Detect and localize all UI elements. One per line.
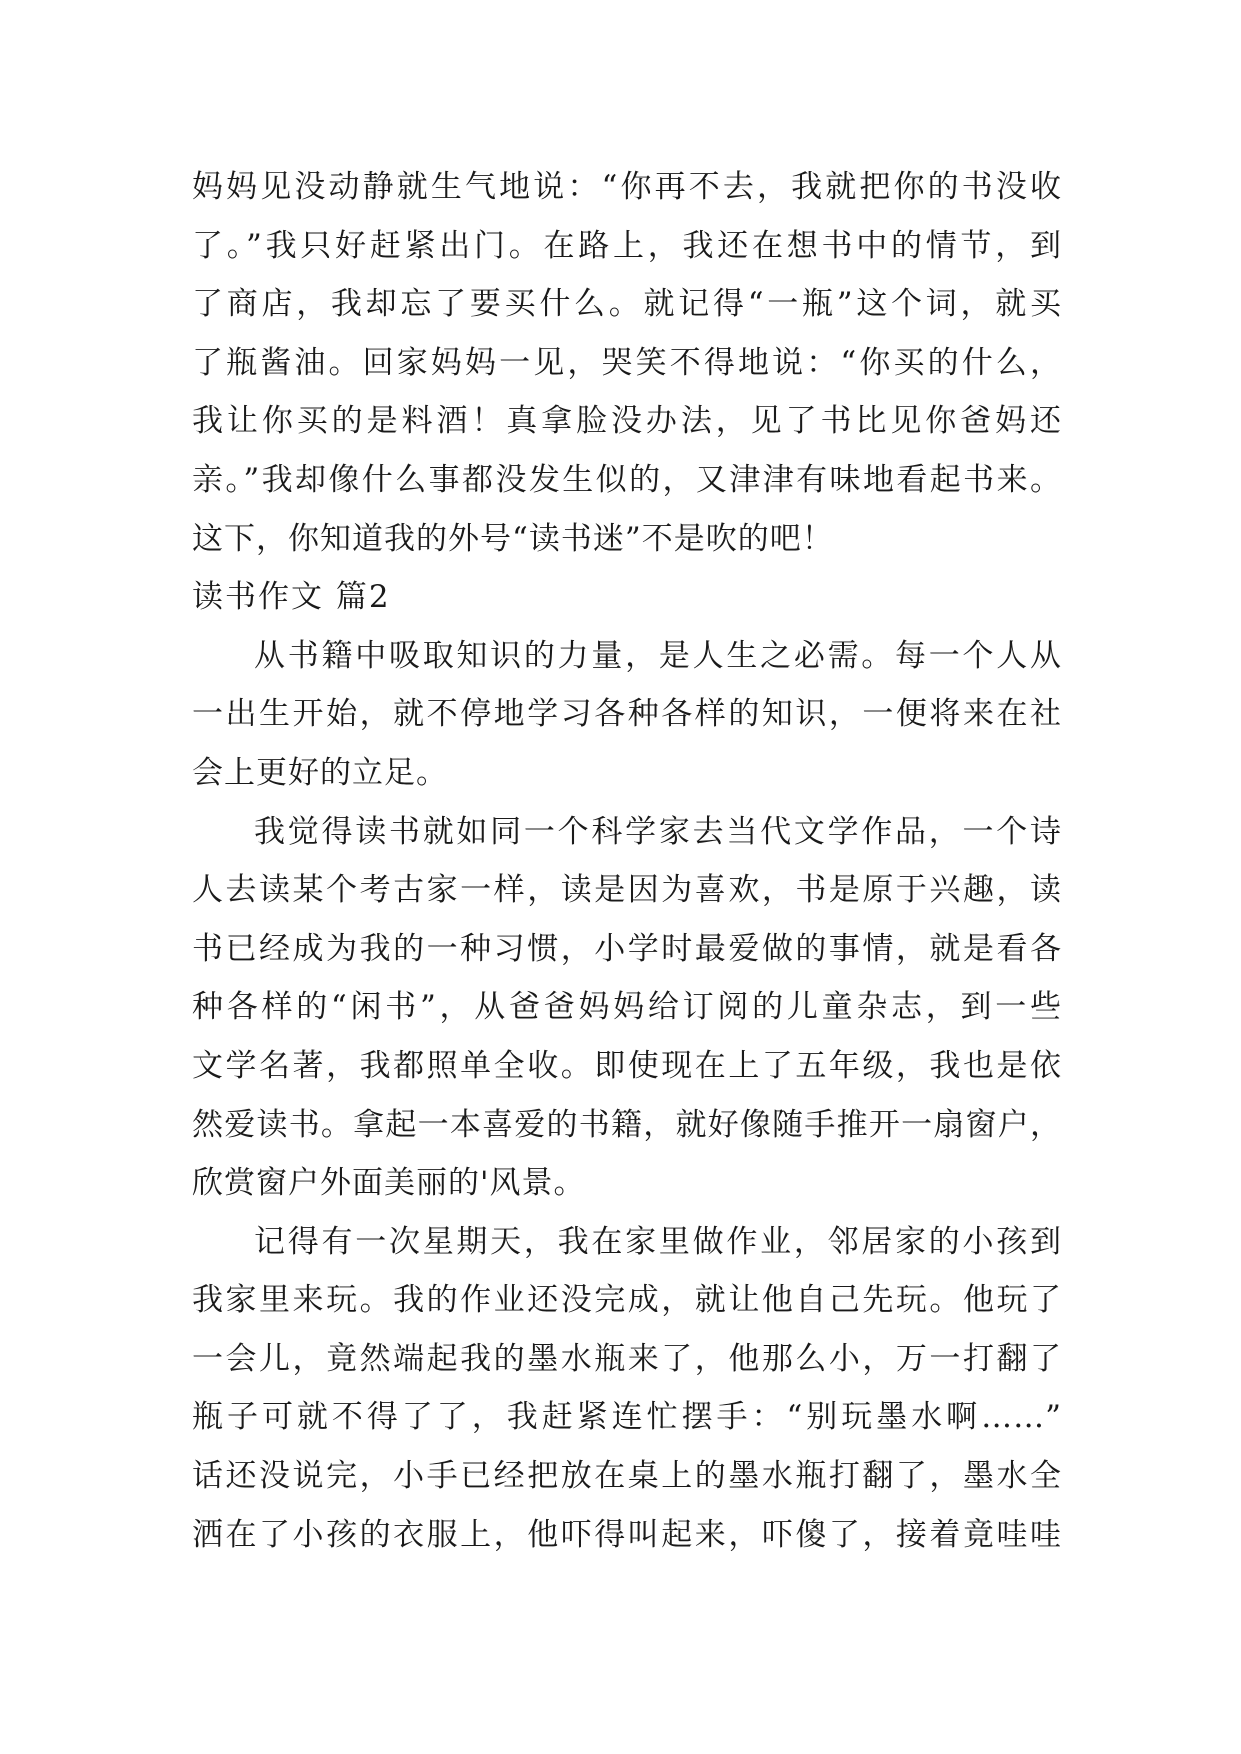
text-line: 书已经成为我的一种习惯，小学时最爱做的事情，就是看各 bbox=[192, 930, 1062, 967]
text-line: 瓶子可就不得了了，我赶紧连忙摆手：“别玩墨水啊……” bbox=[192, 1399, 1062, 1436]
text-line: 一出生开始，就不停地学习各种各样的知识，一便将来在社 bbox=[192, 696, 1062, 733]
paragraph-first-line: 记得有一次星期天，我在家里做作业，邻居家的小孩到 bbox=[254, 1223, 1062, 1260]
text-line: 欣赏窗户外面美丽的'风景。 bbox=[192, 1165, 586, 1202]
document-body bbox=[192, 158, 1062, 1564]
text-line: 妈妈见没动静就生气地说：“你再不去，我就把你的书没收 bbox=[192, 169, 1062, 205]
text-line: 然爱读书。拿起一本喜爱的书籍，就好像随手推开一扇窗户， bbox=[192, 1106, 1062, 1143]
paragraph-first-line: 我觉得读书就如同一个科学家去当代文学作品，一个诗 bbox=[254, 813, 1062, 850]
text-line: 文学名著，我都照单全收。即使现在上了五年级，我也是依 bbox=[192, 1047, 1062, 1084]
text-line: 我家里来玩。我的作业还没完成，就让他自己先玩。他玩了 bbox=[192, 1282, 1062, 1319]
text-line: 人去读某个考古家一样，读是因为喜欢，书是原于兴趣，读 bbox=[192, 872, 1062, 909]
text-line: 了瓶酱油。回家妈妈一见，哭笑不得地说：“你买的什么， bbox=[192, 344, 1062, 381]
text-line: 亲。”我却像什么事都没发生似的，又津津有味地看起书来。 bbox=[192, 461, 1062, 498]
section-heading: 读书作文 篇2 bbox=[192, 579, 391, 616]
text-line: 了商店，我却忘了要买什么。就记得“一瓶”这个词，就买 bbox=[192, 286, 1062, 323]
text-line: 一会儿，竟然端起我的墨水瓶来了，他那么小，万一打翻了 bbox=[192, 1340, 1062, 1377]
text-line: 话还没说完，小手已经把放在桌上的墨水瓶打翻了，墨水全 bbox=[192, 1458, 1062, 1495]
text-line: 我让你买的是料酒！真拿脸没办法，见了书比见你爸妈还 bbox=[192, 403, 1062, 440]
paragraph-first-line: 从书籍中吸取知识的力量，是人生之必需。每一个人从 bbox=[254, 637, 1062, 674]
text-line: 这下，你知道我的外号“读书迷”不是吹的吧！ bbox=[192, 520, 834, 557]
text-line: 种各样的“闲书”，从爸爸妈妈给订阅的儿童杂志，到一些 bbox=[192, 989, 1062, 1026]
text-line: 了。”我只好赶紧出门。在路上，我还在想书中的情节，到 bbox=[192, 227, 1062, 264]
text-line: 会上更好的立足。 bbox=[192, 754, 448, 791]
text-line: 洒在了小孩的衣服上，他吓得叫起来，吓傻了，接着竟哇哇 bbox=[192, 1516, 1062, 1553]
